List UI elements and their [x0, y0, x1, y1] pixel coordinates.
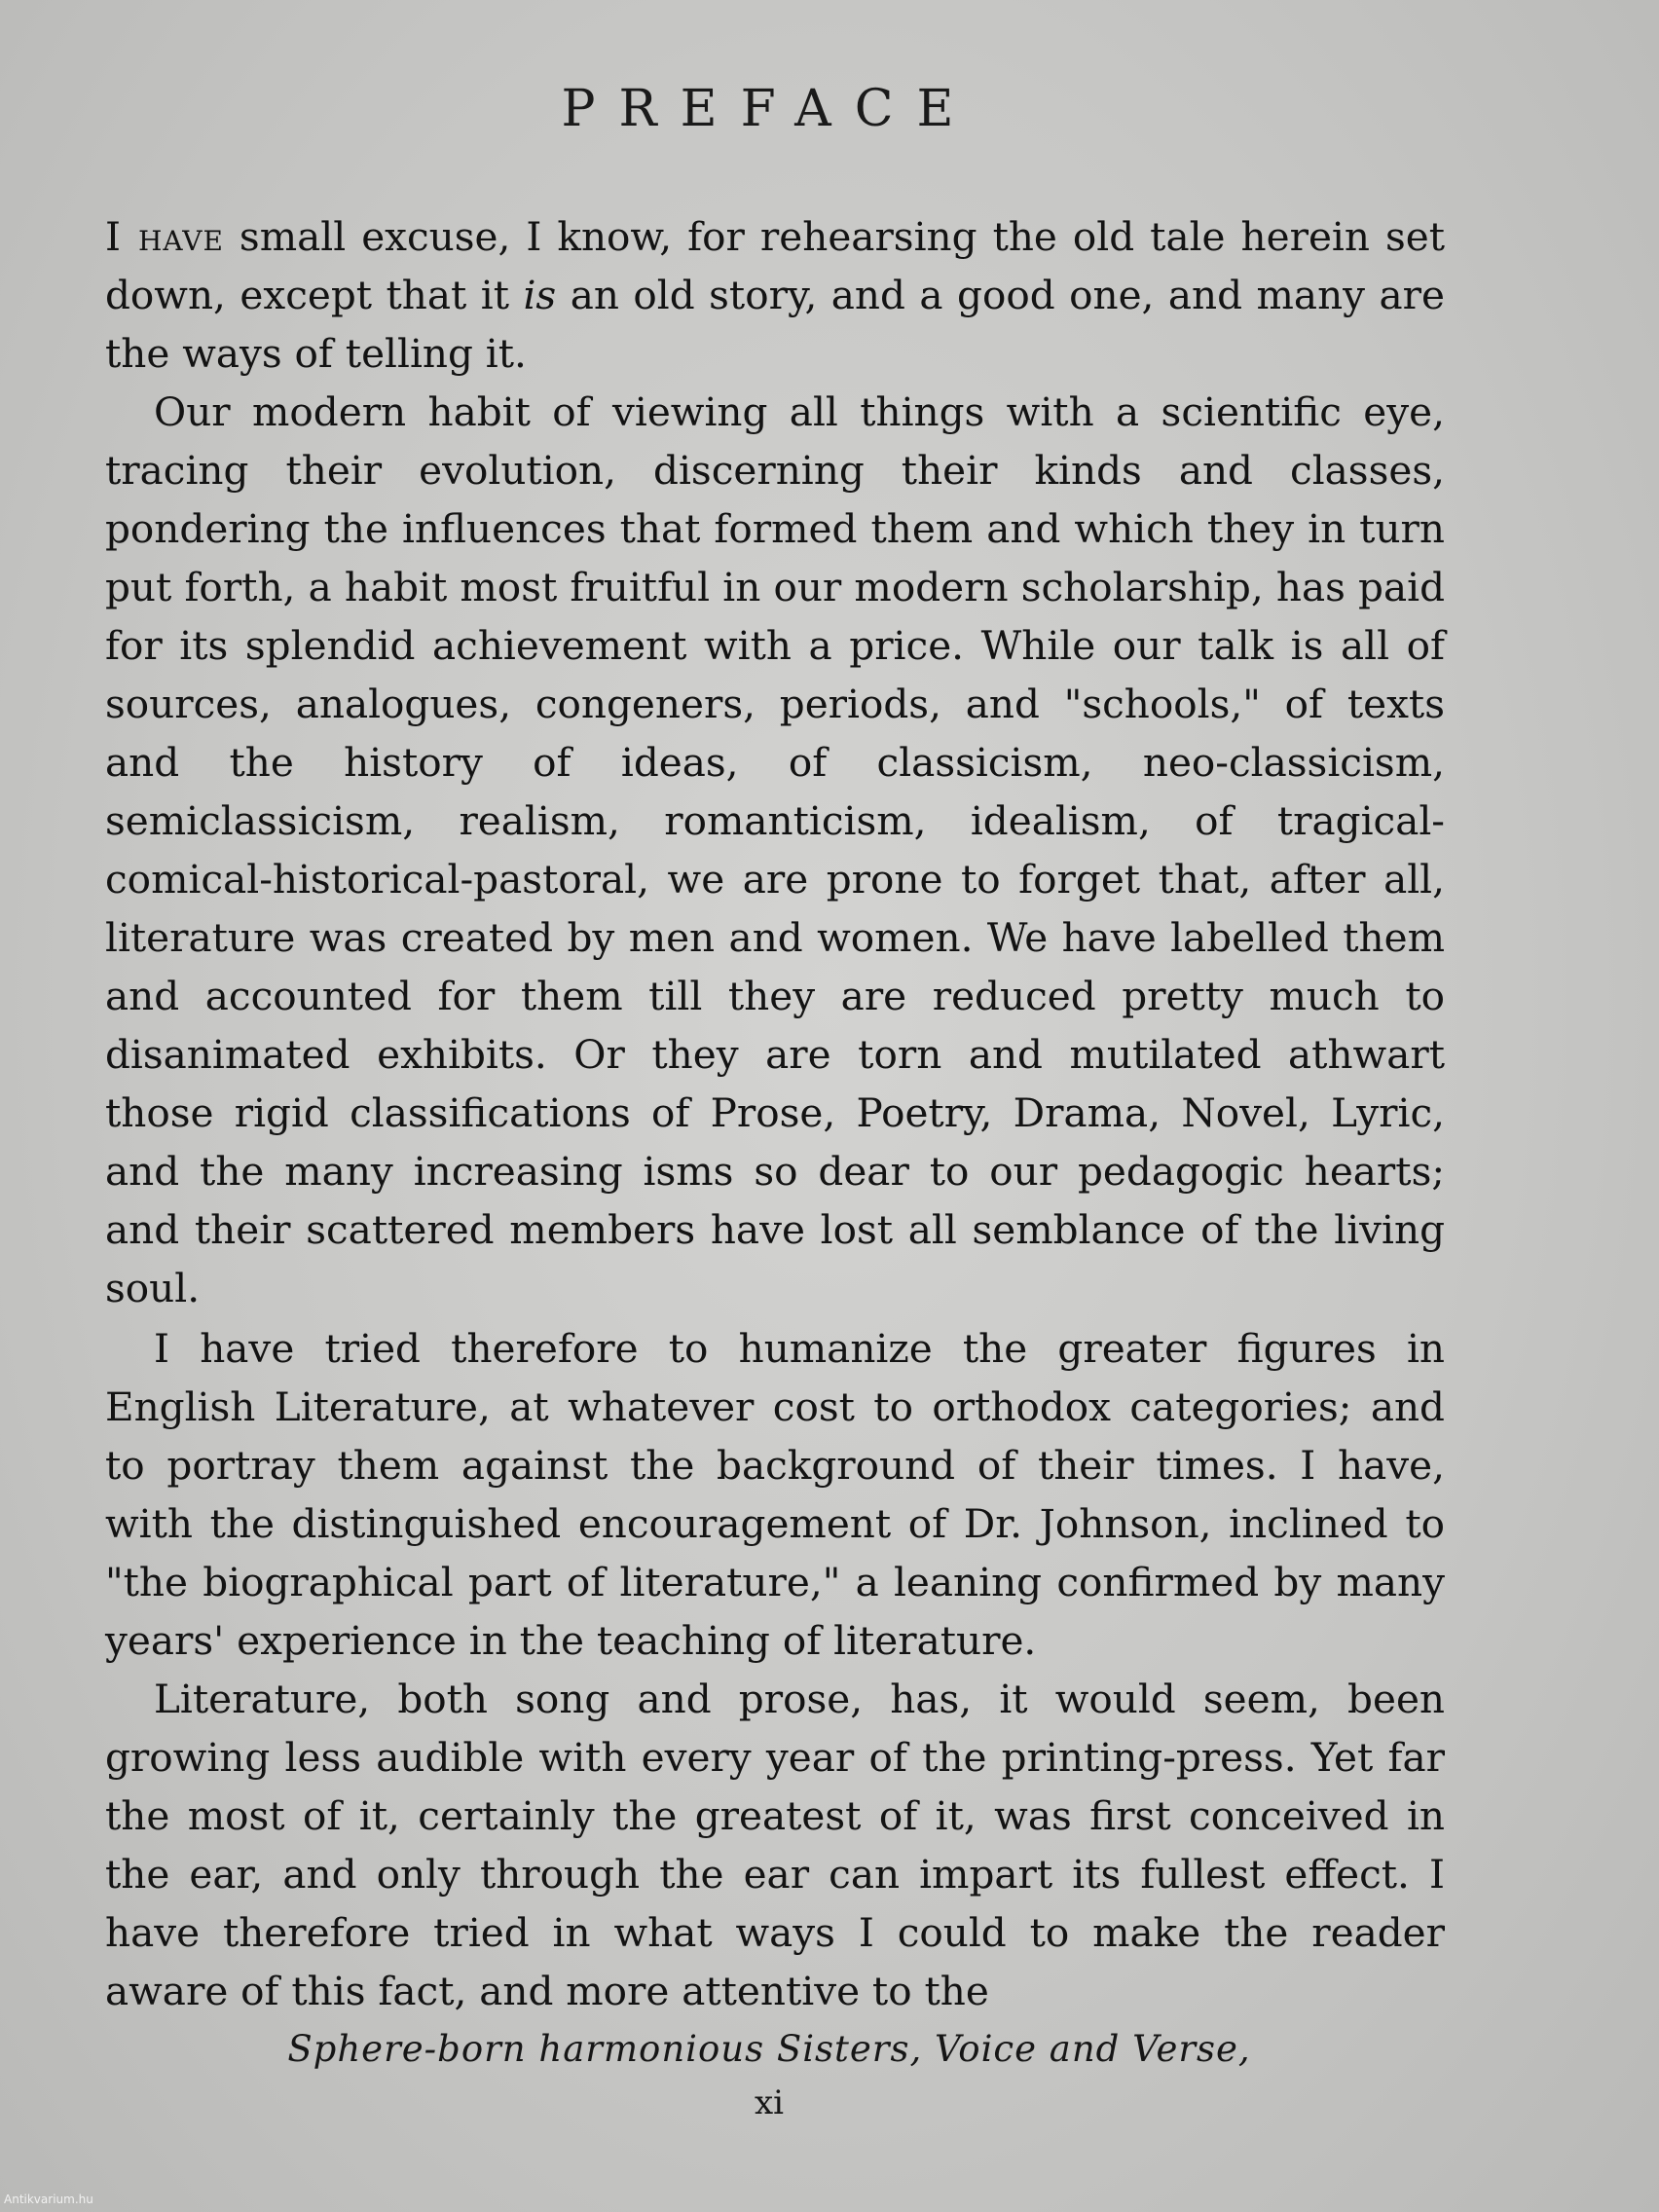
paragraph-2: Our modern habit of viewing all things with a scientific eye, tracing their evolution, discerning their kinds and classes, pondering the influences that formed them and which they in turn put forth, a habit most fruitful in our modern scholarship, has paid for its splendid achievement with a price. While our talk is all of sources, analogues, congeners, periods, and "schools," of texts and the history of ideas, of classicism, neo-classicism, semiclassicism, realism, romanticism, idealism, of tragical-comical-historical-pastoral, we are prone to forget that, after all, literature was created by men and women. We have labelled them and accounted for them till they are reduced pretty much to disanimated exhibits. Or they are torn and mutilated athwart those rigid classifications of Prose, Poetry, Drama, Novel, Lyric, and the many increasing isms so dear to our pedagogic hearts; and their scattered members have lost all semblance of the living soul. [105, 388, 1445, 1311]
paragraph-1-text: small excuse, I know, for rehearsing the old tale herein set down, except that it [105, 213, 1445, 318]
paragraph-3: I have tried therefore to humanize the greater figures in English Literature, at whatever cost to orthodox categories; and to portray them against the background of their times. I have, with the distinguished encouragement of Dr. Johnson, inclined to "the biographical part of literature," a leaning confirmed by many years' experience in the teaching of literature. [105, 1325, 1445, 1664]
opening-small-caps: I have [105, 213, 224, 260]
paragraph-1 [105, 207, 1445, 383]
paragraph-4: Literature, both song and prose, has, it would seem, been growing less audible with every year of the printing-press. Yet far the most of it, certainly the greatest of it, was first conceived in the ear, and only through the ear can impart its fullest effect. I have therefore tried in what ways I could to make the reader aware of this fact, and more attentive to the [105, 1676, 1445, 2014]
paragraph-1-end: an old story, and a good one, and many are the ways of telling it. [105, 272, 1445, 377]
watermark: Antikvarium.hu [4, 2193, 93, 2206]
page-title: PREFACE [561, 80, 977, 138]
preface-body [105, 207, 1445, 2020]
page-number: xi [754, 2083, 785, 2122]
paragraph-1-italic: is [523, 272, 557, 318]
verse-quote: Sphere-born harmonious Sisters, Voice and Verse, [287, 2028, 1251, 2070]
